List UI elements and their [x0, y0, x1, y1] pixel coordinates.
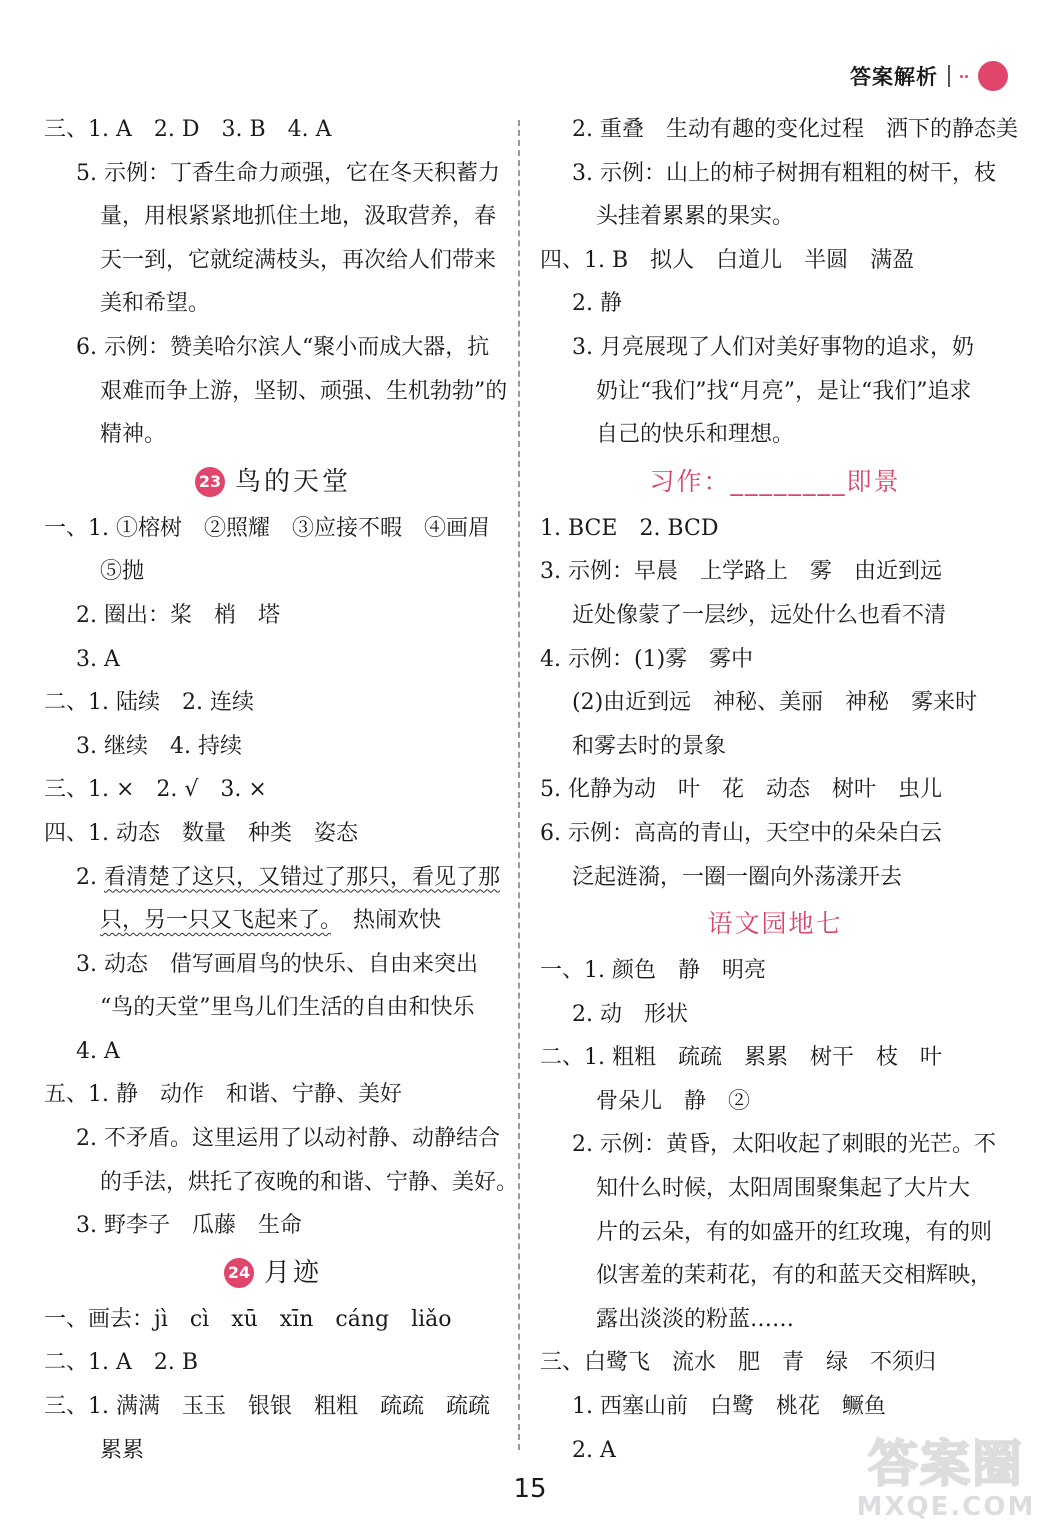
answer-line: 3. A [76, 646, 120, 672]
answer-line: 2. 静 [572, 291, 622, 317]
answer-line: 2. A [572, 1437, 616, 1463]
answer-line: 和雾去时的景象 [572, 733, 727, 759]
answer-line: 三、1. 满满 玉玉 银银 粗粗 疏疏 疏疏 [44, 1394, 490, 1420]
answer-line: 5. 示例：丁香生命力顽强，它在冬天积蓄力 [76, 160, 500, 186]
answer-line: 头挂着累累的果实。 [596, 204, 795, 230]
section-heading-garden [540, 899, 1010, 949]
wavy-underlined-text: 只，另一只又飞起来了。 [100, 908, 332, 934]
lesson-number-badge: 23 [195, 467, 225, 497]
answer-line: 三、1. A 2. D 3. B 4. A [44, 117, 332, 142]
answer-line: 量，用根紧紧地抓住土地，汲取营养，春 [100, 204, 497, 230]
section-title: 习作：________即景 [649, 466, 901, 496]
answer-line: 3. 示例：早晨 上学路上 雾 由近到远 [540, 559, 942, 585]
answer-line: 2. 动 形状 [572, 1001, 688, 1027]
answer-line: 知什么时候，太阳周围聚集起了大片大 [596, 1176, 971, 1202]
watermark-logo [846, 1436, 1046, 1528]
answer-line: 3. 月亮展现了人们对美好事物的追求，奶 [572, 334, 974, 360]
answer-line: 二、1. 粗粗 疏疏 累累 树干 枝 叶 [540, 1045, 942, 1071]
header-label: 答案解析 [850, 65, 938, 89]
answer-line: “鸟的天堂”里鸟儿们生活的自由和快乐 [100, 995, 475, 1021]
page-number: 15 [513, 1474, 547, 1504]
answer-line: 4. 示例：(1)雾 雾中 [540, 646, 754, 672]
answer-line: 二、1. 陆续 2. 连续 [44, 690, 254, 716]
answer-line: 一、1. ①榕树 ②照耀 ③应接不暇 ④画眉 [44, 515, 490, 541]
answer-line: 自己的快乐和理想。 [596, 422, 795, 448]
answer-line: 近处像蒙了一层纱，远处什么也看不清 [572, 602, 947, 628]
answer-line: 2. 重叠 生动有趣的变化过程 洒下的静态美 [572, 117, 1018, 142]
answer-line: 5. 化静为动 叶 花 动态 树叶 虫儿 [540, 777, 942, 803]
answer-line: 2. 圈出：桨 梢 塔 [76, 602, 280, 628]
answer-line: 6. 示例：赞美哈尔滨人“聚小而成大器，抗 [76, 334, 490, 360]
answer-line: 三、1. × 2. √ 3. × [44, 777, 267, 803]
answer-line: 四、1. 动态 数量 种类 姿态 [44, 820, 358, 846]
column-divider [518, 120, 520, 1450]
answer-line: 奶让“我们”找“月亮”，是让“我们”追求 [596, 378, 972, 404]
watermark-text: 答案圈 [868, 1435, 1024, 1493]
answer-line: 一、1. 颜色 静 明亮 [540, 958, 766, 984]
header-dots-icon [960, 75, 968, 78]
answer-line: 片的云朵，有的如盛开的红玫瑰，有的则 [596, 1219, 993, 1245]
answer-line: 美和希望。 [100, 291, 211, 317]
answer-line [44, 899, 502, 943]
answer-line: 3. 示例：山上的柿子树拥有粗粗的树干，枝 [572, 160, 996, 186]
answer-line: 泛起涟漪，一圈一圈向外荡漾开去 [572, 864, 903, 890]
answer-line: 6. 示例：高高的青山，天空中的朵朵白云 [540, 820, 942, 846]
answer-line: (2)由近到远 神秘、美丽 神秘 雾来时 [572, 690, 978, 716]
answer-line: 似害羞的茉莉花，有的和蓝天交相辉映， [596, 1263, 993, 1289]
answer-line: 2. 示例：黄昏，太阳收起了刺眼的光芒。不 [572, 1132, 996, 1158]
lesson-number-badge: 24 [224, 1258, 254, 1288]
lesson-24-heading [44, 1248, 502, 1298]
answer-line: 天一到，它就绽满枝头，再次给人们带来 [100, 247, 497, 273]
answer-line: 3. 动态 借写画眉鸟的快乐、自由来突出 [76, 951, 478, 977]
answer-line: 露出淡淡的粉蓝…… [596, 1306, 795, 1332]
answer-line: 三、白鹭飞 流水 肥 青 绿 不须归 [540, 1350, 937, 1376]
answer-line: 3. 继续 4. 持续 [76, 733, 242, 759]
header-circle-icon [978, 61, 1008, 91]
answer-line: 四、1. B 拟人 白道儿 半圆 满盈 [540, 247, 915, 273]
item-number: 2. [76, 864, 104, 890]
section-title: 语文园地七 [707, 909, 843, 939]
answer-line: 二、1. A 2. B [44, 1350, 199, 1376]
lesson-title: 鸟的天堂 [234, 466, 351, 497]
answer-line: 骨朵儿 静 ② [596, 1088, 751, 1114]
section-heading-writing [540, 457, 1010, 507]
answer-line: 一、画去：jì cì xū xīn cáng liǎo [44, 1306, 452, 1332]
answer-line: ⑤抛 [100, 559, 145, 585]
answer-text: 热闹欢快 [331, 908, 442, 934]
answer-line: 的手法，烘托了夜晚的和谐、宁静、美好。 [100, 1169, 519, 1195]
answer-line [44, 856, 502, 900]
answer-line: 累累 [100, 1437, 145, 1463]
answer-line: 艰难而争上游，坚韧、顽强、生机勃勃”的 [100, 378, 508, 404]
lesson-23-heading [44, 457, 502, 507]
answer-line: 4. A [76, 1038, 120, 1064]
answer-line: 1. BCE 2. BCD [540, 515, 719, 541]
answer-line: 3. 野李子 瓜藤 生命 [76, 1213, 302, 1239]
page-header [850, 58, 1008, 94]
answer-line: 五、1. 静 动作 和谐、宁静、美好 [44, 1082, 402, 1108]
wavy-underlined-text: 看清楚了这只，又错过了那只，看见了那 [103, 864, 500, 890]
watermark-url: MXQE.COM [856, 1492, 1036, 1522]
lesson-title: 月迹 [263, 1257, 322, 1288]
answer-line: 精神。 [100, 422, 167, 448]
header-divider [948, 65, 950, 87]
left-column [44, 108, 519, 1472]
answer-line: 2. 不矛盾。这里运用了以动衬静、动静结合 [76, 1126, 500, 1152]
right-column [540, 108, 1018, 1472]
answer-line: 1. 西塞山前 白鹭 桃花 鳜鱼 [572, 1394, 886, 1420]
